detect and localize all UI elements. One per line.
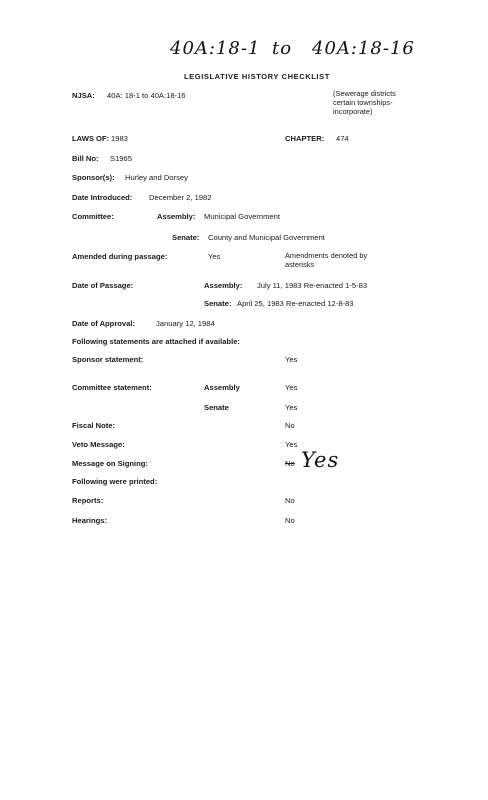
veto-message-value: Yes [285,440,298,449]
passage-senate-label: Senate: [204,299,232,308]
njsa-label: NJSA: [72,91,95,100]
hearings-value: No [285,516,295,525]
message-on-signing-handwritten-value: Yes [301,448,340,472]
committee-statement-label: Committee statement: [72,383,152,392]
following-printed-heading: Following were printed: [72,477,158,486]
reports-value: No [285,496,295,505]
laws-of-value: 1983 [111,134,128,143]
committee-senate-label: Senate: [172,233,200,242]
date-of-approval-value: January 12, 1984 [156,319,215,328]
committee-statement-assembly-value: Yes [285,383,298,392]
committee-label: Committee: [72,212,114,221]
passage-senate-value: April 25, 1983 Re-enacted 12-8-83 [237,299,354,308]
date-of-approval-label: Date of Approval: [72,319,136,328]
message-on-signing-struck-value: No [285,459,295,468]
fiscal-note-value: No [285,421,295,430]
njsa-note: (Sewerage districts certain townships-incorporate) [333,89,396,116]
sponsor-statement-value: Yes [285,355,298,364]
committee-statement-senate-label: Senate [204,403,229,412]
njsa-value: 40A: 18-1 to 40A:18-16 [107,91,186,100]
following-attached-heading: Following statements are attached if available: [72,337,240,346]
passage-assembly-label: Assembly: [204,281,243,290]
date-introduced-value: December 2, 1982 [149,193,212,202]
message-on-signing-label: Message on Signing: [72,459,148,468]
chapter-value: 474 [336,134,349,143]
bill-no-label: Bill No: [72,154,99,163]
page-title: LEGISLATIVE HISTORY CHECKLIST [184,72,330,81]
reports-label: Reports: [72,496,104,505]
amended-value: Yes [208,252,221,261]
committee-statement-assembly-label: Assembly [204,383,240,392]
date-of-passage-label: Date of Passage: [72,281,134,290]
sponsors-value: Hurley and Dorsey [125,173,188,182]
amended-note: Amendments denoted by asterisks [285,251,368,269]
committee-assembly-label: Assembly: [157,212,196,221]
handwritten-range-end: 40A:18-16 [312,38,415,59]
hearings-label: Hearings: [72,516,108,525]
date-introduced-label: Date Introduced: [72,193,133,202]
amended-label: Amended during passage: [72,252,168,261]
committee-assembly-value: Municipal Government [204,212,280,221]
committee-statement-senate-value: Yes [285,403,298,412]
bill-no-value: S1965 [110,154,132,163]
handwritten-range-start: 40A:18-1 [170,38,261,59]
handwritten-range-to: to [272,38,293,59]
sponsor-statement-label: Sponsor statement: [72,355,144,364]
laws-of-label: LAWS OF: [72,134,110,143]
veto-message-label: Veto Message: [72,440,125,449]
committee-senate-value: County and Municipal Government [208,233,325,242]
sponsors-label: Sponsor(s): [72,173,115,182]
chapter-label: CHAPTER: [285,134,325,143]
fiscal-note-label: Fiscal Note: [72,421,116,430]
passage-assembly-value: July 11, 1983 Re-enacted 1-5-83 [257,281,368,290]
